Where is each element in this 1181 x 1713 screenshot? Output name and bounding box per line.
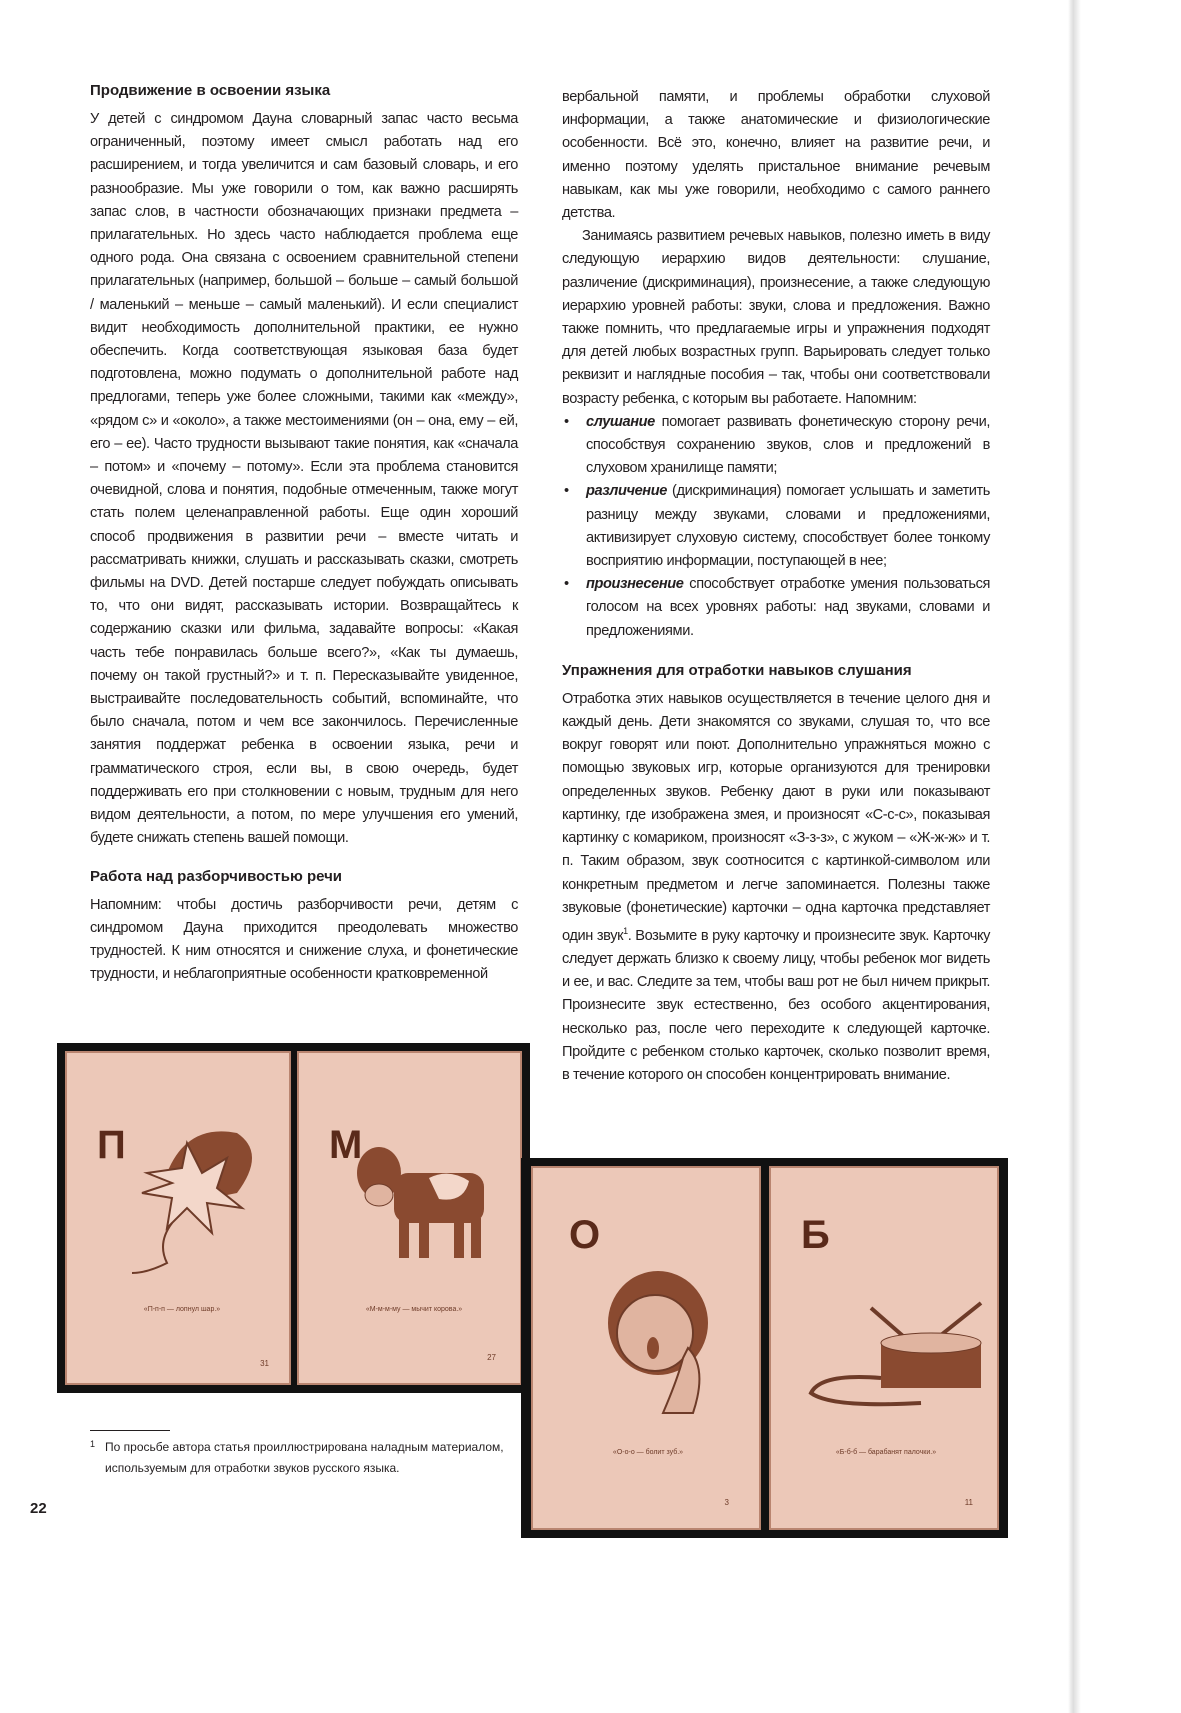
footnote-rule [90, 1430, 170, 1431]
card-caption: «О-о-о — болит зуб.» [612, 1449, 684, 1456]
list-item [586, 480, 990, 573]
text: Отработка этих навыков осуществляется в течение целого дня и каждый день. Дети знакомятся со звуками, слушая то, что все вокруг говорят или поют. Дополнительно упражняться можно с помощью звуковых игр, которые организуются для тренировки определенных звуков. Ребенку дают в руки или показывают картинку, где изображена змея, и произносят «С-с-с», показывая картинку с комариком, произносят «З-з-з», с жуком – «Ж-ж-ж» и т. п. Таким образом, звук соотносится с картинкой-символом или конкретным предметом и легче запоминается. Полезны также звуковые (фонетические) карточки – одна карточка представляет один звук [562, 690, 990, 944]
card-o [531, 1166, 761, 1530]
section-heading: Продвижение в освоении языка [90, 82, 331, 99]
list-item [586, 573, 990, 643]
item-text: (дискриминация) помогает услышать и заметить разницу между звуками, словами и предложениями, активизирует слуховую систему, способствует более тонкому восприятию информации, поступающей в нее; [586, 483, 990, 570]
card-letter: М [329, 1123, 363, 1167]
section-heading: Упражнения для отработки навыков слушания [562, 661, 912, 679]
text: . Возьмите в руку карточку и произнесите звук. Карточку следует держать близко к своему лицу, чтобы ребенок мог видеть и ее, и вас. Следите за тем, чтобы ваш рот не был ничем прикрыт. Произнесите звук естественно, без особого акцентирования, несколько раз, после чего переходите к следующей карточке. Пройдите с ребенком столько карточек, сколько позволит время, в течение которого он способен концентрировать внимание. [562, 927, 990, 1083]
bullet-list [562, 411, 990, 643]
card-letter: П [97, 1123, 126, 1167]
card-page-number: 3 [724, 1498, 729, 1507]
photo-cards-o-b [521, 1158, 1008, 1538]
section-heading: Работа над разборчивостью речи [90, 867, 343, 885]
footnote-body [90, 1437, 510, 1479]
card-p [65, 1051, 291, 1385]
card-m [297, 1051, 522, 1385]
paragraph: Напомним: чтобы достичь разборчивости речи, детям с синдромом Дауна приходится преодолевать множество трудностей. К ним относятся и снижение слуха, и фонетические трудности, и неблагоприятные особенности кратковременной [90, 896, 518, 983]
right-column [562, 86, 990, 1087]
footnote [90, 1430, 510, 1479]
term: слушание [586, 413, 655, 430]
footnote-number: 1 [90, 1439, 96, 1449]
card-caption: «Б-б-б — барабанят палочки.» [835, 1449, 937, 1456]
paragraph [562, 688, 990, 1087]
burst-balloon-icon [127, 1113, 267, 1283]
footnote-ref: 1 [623, 925, 628, 936]
cow-icon [339, 1133, 499, 1273]
term: различение [586, 483, 667, 500]
list-item [586, 411, 990, 481]
paragraph: Занимаясь развитием речевых навыков, полезно иметь в виду следующую иерархию видов деятельности: слушание, различение (дискриминация), произнесение, а также следующую иерархию уровней работы: звуки, слова и предложения. Важно также помнить, что предлагаемые игры и упражнения подходят для детей любых возрастных групп. Варьировать следует только реквизит и наглядные пособия – так, чтобы они соответствовали возрасту ребенка, с которым вы работаете. Напомним: [562, 228, 990, 407]
term: произнесение [586, 576, 684, 593]
card-letter: О [569, 1213, 601, 1257]
photo-cards-p-m [57, 1043, 530, 1393]
item-text: способствует отработке умения пользоваться голосом на всех уровнях работы: над звуками, словами и предложениями. [586, 576, 990, 639]
item-text: помогает развивать фонетическую сторону речи, способствуя сохранению звуков, слов и предложений в слуховом хранилище памяти; [586, 413, 990, 477]
card-caption: «М-м-м-му — мычит корова.» [365, 1306, 463, 1313]
page-number: 22 [30, 1500, 47, 1517]
paragraph: У детей с синдромом Дауна словарный запас часто весьма ограниченный, поэтому имеет смысл работать над его расширением, и тогда увеличится и сам базовый словарь, и его разнообразие. Мы уже говорили о том, как важно расширять запас слов, в частности обозначающих признаки предмета – прилагательных. Но здесь часто наблюдается проблема еще одного рода. Она связана с освоением сравнительной степени прилагательных (например, большой – больше – самый большой / маленький – меньше – самый маленький). И если специалист видит необходимость дополнительной практики, ее нужно обеспечить. Когда соответствующая языковая база будет подготовлена, можно подумать о дополнительной работе над предлогами, теперь уже более сложными, такими как «между», «рядом с» и «около», а также местоимениями (он – она, ему – ей, его – ее). Часто трудности вызывают такие понятия, как «сначала – потом» и «почему – потому». Если эта проблема становится очевидной, слова и понятия, подобные отмеченным, также могут стать полем целенаправленной работы. Еще один хороший способ продвижения в развитии речи – вместе читать и рассматривать книжки, слушать и рассказывать сказки, смотреть фильмы на DVD. Детей постарше следует побуждать описывать то, что они видят, рассказывать истории. Возвращайтесь к содержанию сказки или фильма, задавайте вопросы: «Какая часть тебе понравилась больше всего?», «Как ты думаешь, почему он такой грустный?» и т. п. Пересказывайте увиденное, выстраивайте последовательность событий, вспоминайте, что было сначала, потом и чем все закончилось. Перечисленные занятия поддержат ребенка в освоении языка, речи и грамматического строя, если вы, в свою очередь, будет поддерживать его при столкновении с новым, трудным для него видом деятельности, а потом, по мере улучшения его умений, будете снижать степень вашей помощи. [90, 111, 518, 847]
footnote-text: По просьбе автора статья проиллюстрирована наладным материалом, используемым для отработки звуков русского языка. [105, 1440, 504, 1475]
left-column [90, 79, 518, 986]
card-letter: Б [801, 1213, 830, 1257]
page-edge [1068, 0, 1081, 1713]
card-b [769, 1166, 999, 1530]
card-page-number: 27 [487, 1353, 496, 1362]
card-caption: «П-п-п — лопнул шар.» [143, 1306, 221, 1313]
card-page-number: 11 [964, 1498, 973, 1507]
girl-toothache-icon [593, 1248, 733, 1418]
drum-icon [801, 1298, 991, 1418]
paragraph: вербальной памяти, и проблемы обработки слуховой информации, а также анатомические и физиологические особенности. Всё это, конечно, влияет на развитие речи, и именно поэтому уделять пристальное внимание речевым навыкам, как мы уже говорили, необходимо с самого раннего детства. [562, 89, 990, 222]
card-page-number: 31 [260, 1359, 269, 1368]
